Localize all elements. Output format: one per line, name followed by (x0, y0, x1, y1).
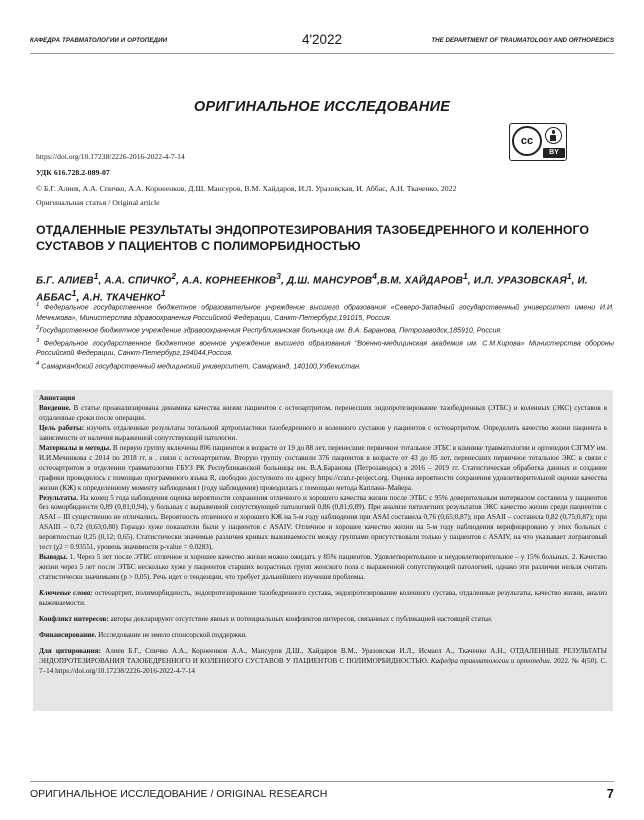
author-list: Б.Г. АЛИЕВ$^1$, А.А. СПИЧКО$^2$, А.А. КОРНЕЕНКОВ$^3$, Д.Ш. МАНСУРОВ$^4$,В.М. ХАЙДАРОВ$^1$, И.Л. УРАЗОВСКАЯ$^1$, И. АББАС$^1$, А.Н. ТКАЧЕНКО$^1$ (36, 271, 588, 304)
author-affiliation-marker: 1 (93, 271, 99, 281)
abstract-introduction: Введение. В статье проанализирована динамика качества жизни пациентов с остеоартритом, перенесших эндопротезирование тазобедренных (ЭТБС) и коленных (ЭКС) суставов в отдаленные сроки после операции. (39, 403, 607, 422)
article-type: Оригинальная статья / Original article (36, 198, 160, 207)
cc-logo-icon: cc (512, 126, 542, 156)
abstract-heading: Аннотация (39, 394, 76, 402)
attribution-person-icon (545, 127, 562, 144)
keywords: Ключевые слова: остеоартрит, полиморбидность, эндопротезирование тазобедренного сустава, эндопротезирование коленного сустава, отдаленные результаты, качество жизни, анализ выживаемости. (39, 589, 608, 608)
affiliations (36, 300, 614, 371)
author-affiliation-marker: 4 (372, 271, 378, 281)
abstract-methods: Материалы и методы. В первую группу включены 806 пациентов в возрасте от 19 до 88 лет, перенесшие первичное тотальное ЭТБС в клинике травматологии и ортопедии СЗГМУ им. И.И.Мечникова с 2014 по 2018 гг. в . связи с остеоартритом. Вторую группу составили 376 пациентов в возрасте от 43 до 85 лет, перенесших первичное тотальное ЭКС в связи с остеоартритом в отделении травматологии ГБУЗ РК Республиканской больницы им. В.А.Баранова (Петрозаводск) в 2016 – 2019 гг. Статистическая обработка данных и создание графики проводилось с помощью программного языка R, свободно доступного по адресу https://cran.r-project.org. Оценка вероятности сохранения удовлетворительной оценки качества жизни (КЖ) к определенному моменту наблюдения t (году наблюдения) проводилась с помощью метода Каплана–Майера. (39, 443, 607, 492)
author-affiliation-marker: 1 (463, 271, 468, 281)
affiliation-item: $^1$ Федеральное государственное бюджетное образовательное учреждение высшего образования «Северо-Западный государственный университет имени И.И. Мечникова», Министерства здравоохранения Российской Федерации, Санкт-Петербург,191015, Россия. (36, 302, 614, 322)
doi-link[interactable]: https://doi.org/10.17238/2226-2016-2022-4-7-14 (36, 152, 185, 161)
conflict-of-interest: Конфликт интересов: авторы декларируют отсутствие явных и потенциальных конфликтов интересов, связанных с публикацией настоящей статьи. (39, 615, 493, 624)
footer-section-label: ОРИГИНАЛЬНОЕ ИССЛЕДОВАНИЕ / ORIGINAL RESEARCH (30, 788, 328, 800)
cc-by-license-badge (509, 123, 567, 161)
citation: Для цитирования: Алиев Б.Г., Спичко А.А., Корнеенков А.А., Мансуров Д.Ш., Хайдаров В.М., Уразовская И.Л., Исмаел А., Ткаченко А.Н., ОТДАЛЕННЫЕ РЕЗУЛЬТАТЫ ЭНДОПРОТЕЗИРОВАНИЯ ТАЗОБЕДРЕННОГО И КОЛЕННОГО СУСТАВОВ У ПАЦИЕНТОВ С ПОЛИМОРБИДНОСТЬЮ. Кафедра травматологии и ортопедии. 2022. № 4(50). С. 7–14 https://doi.org/10.17238/2226-2016-2022-4-7-14 (39, 646, 607, 675)
affiliation-item: $^4$ Самаркандский государственный медицинский университет, Самарканд, 140100,Узбекистан. (36, 360, 361, 370)
author-affiliation-marker: 1 (160, 288, 166, 299)
page-number: 7 (606, 786, 614, 801)
author-affiliation-marker: 1 (71, 288, 77, 299)
author-affiliation-marker: 3 (276, 271, 282, 281)
author-name: В.М. ХАЙДАРОВ (380, 275, 464, 287)
author-name: Б.Г. АЛИЕВ (36, 275, 94, 287)
author-name: Д.Ш. МАНСУРОВ (286, 275, 373, 287)
author-name: А.А. СПИЧКО (104, 275, 172, 287)
author-affiliation-marker: 1 (566, 271, 572, 281)
running-footer (30, 781, 614, 805)
abstract-aim: Цель работы: изучить отдаленные результаты тотальной артропластики тазобедренного и коленного суставов у пациентов с остеоартритом. Определить качество жизни пациента в зависимости от наличия выраженной сопутствующей патологии. (39, 423, 607, 442)
author-name: И. АББАС (36, 275, 588, 304)
author-name: И.Л. УРАЗОВСКАЯ (473, 275, 567, 287)
header-issue-number: 4'2022 (301, 32, 343, 47)
affiliation-item: $^3$ Федеральное государственное бюджетное военное учреждение высшего образования "Военно-медицинская академия им. С.М.Кирова» Министерства обороны Российской Федерации, Санкт-Петербург,194044,Россия. (36, 337, 614, 358)
section-title: ОРИГИНАЛЬНОЕ ИССЛЕДОВАНИЕ (193, 99, 451, 115)
author-affiliation-marker: 2 (171, 271, 177, 281)
udk-code: УДК 616.728.2-089-07 (36, 168, 110, 177)
by-label: BY (543, 148, 565, 158)
article-title: ОТДАЛЕННЫЕ РЕЗУЛЬТАТЫ ЭНДОПРОТЕЗИРОВАНИЯ ТАЗОБЕДРЕННОГО И КОЛЕННОГО СУСТАВОВ У ПАЦИЕНТОВ С ПОЛИМОРБИДНОСТЬЮ (36, 223, 589, 253)
abstract-results: Результаты. На конец 5 года наблюдения оценка вероятности сохранения отличного и хорошего качества жизни после ЭТБС с 95% доверительным интервалом составила у пациентов без коморбидности 0,89 (0,81;0,94), у больных с выраженной сопутствующей патологией 0,86 (0,81;0,89). При анализе пятилетних результатов ЭКС качество жизни среди пациентов с ASAI – III существенно не отличались. Вероятность отличного и хорошего КЖ на 5-м году наблюдения при ASAI составила 0,76 (0,65;0,87); при ASAII – составила 0,82 (0,75;0,87); при ASAIII – 0,72 (0,63;0,80) Гораздо хуже показатели были у пациентов с ASAIV. Отличное и хорошее качество жизни на 5-м году наблюдения верифицировано у этих больных с вероятностью 0,25 (0,12; 0,65). Статистически значимые различия кривых выживаемости между группами присутствовали только у пациентов с ASAIV, на что указывает логранговый тест (χ2 = 0.93551, уровень значимости p-value = 0.0283). (39, 493, 607, 552)
abstract-box (33, 390, 613, 711)
affiliation-item: $^2$Государственное бюджетное учреждение здравоохранения Республиканская больница им. В.А. Баранова, Петрозаводск,185910, Россия. (36, 324, 503, 335)
funding: Финансирование. Исследование не имело спонсорской поддержки. (39, 630, 248, 639)
author-name: А.А. КОРНЕЕНКОВ (181, 275, 277, 287)
abstract-conclusions: Выводы. 1. Через 5 лет после ЭТБС отличное и хорошее качество жизни можно ожидать у 85% пациентов. Удовлетворительное и неудовлетворительное – у 15% больных. 2. Качество жизни через 5 лет после ЭТБС несколько хуже у пациентов старших возрастных групп женского пола с выраженной сопутствующей патологией, однако эти различия нельзя считать статистически значимыми (p > 0,05). Речь идет о тенденции, что требует дальнейшего изучения проблемы. (39, 553, 607, 582)
copyright-line: © Б.Г. Алиев, А.А. Спичко, А.А. Корнеенков, Д.Ш. Мансуров, В.М. Хайдаров, И.Л. Уразовская, И. Аббас, А.Н. Ткаченко, 2022 (36, 184, 457, 193)
author-name: А.Н. ТКАЧЕНКО (82, 292, 161, 304)
header-department-en: THE DEPARTMENT OF TRAUMATOLOGY AND ORTHOPEDICS (431, 37, 614, 44)
running-header (30, 32, 614, 54)
header-department-ru: КАФЕДРА ТРАВМАТОЛОГИИ И ОРТОПЕДИИ (30, 37, 168, 44)
